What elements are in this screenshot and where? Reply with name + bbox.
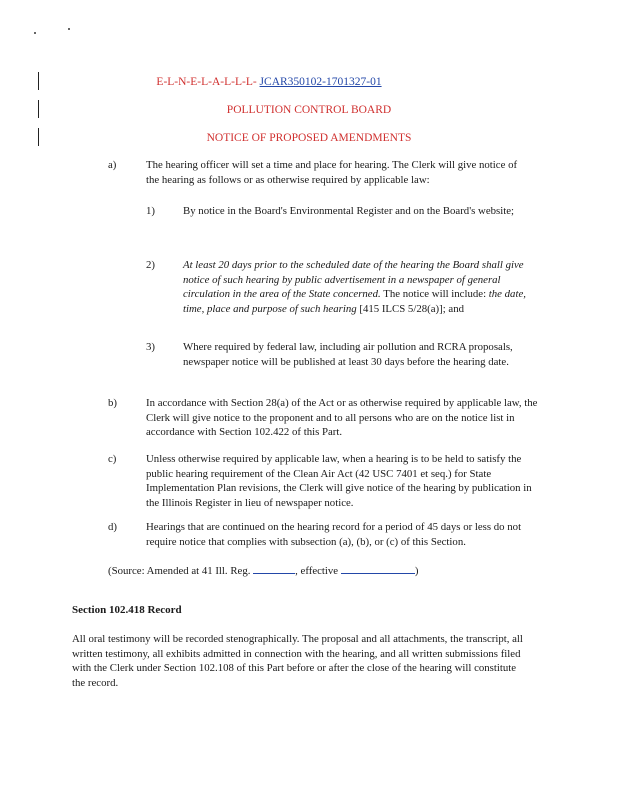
source-suffix: ) xyxy=(414,565,419,577)
item-label: d) xyxy=(108,521,117,533)
item-text: Unless otherwise required by applicable law, when a hearing is to be held to satisfy the public hearing requirement of the Clean Air Act (42 USC 7401 et seq.) for State Implementation Plan revisions, the Clerk will give notice of the hearing by publication in the Illinois Register in lieu of newspaper notice. xyxy=(146,453,532,509)
item-label: a) xyxy=(108,159,117,171)
header-prefix: E-L-N-E-L-A-L-L-L- xyxy=(156,76,257,88)
section-body: All oral testimony will be recorded stenographically. The proposal and all attachments, the transcript, all written testimony, all exhibits admitted in connection with the hearing, and all written submissions filed with the Clerk under Section 102.108 of this Part before or after the close of the hearing will constitute the record. xyxy=(72,633,523,689)
source-prefix: (Source: Amended at 41 Ill. Reg. xyxy=(108,565,251,577)
statutory-italic-text: At least 20 days prior to the scheduled date of the hearing the Board shall give notice of such hearing by public advertisement in a newspaper of general circulation in the area of the State concerned. xyxy=(183,259,524,300)
effective-date-blank xyxy=(341,573,415,574)
source-effective: , effective xyxy=(295,565,339,577)
statutory-italic-text: the date, time, place and purpose of such hearing xyxy=(183,288,526,315)
item-label: b) xyxy=(108,397,117,409)
scan-speck xyxy=(68,28,70,30)
subitem-text: Where required by federal law, including air pollution and RCRA proposals, newspaper notice will be published at least 30 days before the hearing date. xyxy=(183,341,513,368)
subitem-text: By notice in the Board's Environmental Register and on the Board's website; xyxy=(183,205,515,217)
item-text: The hearing officer will set a time and place for hearing. The Clerk will give notice of the hearing as follows or as otherwise required by applicable law: xyxy=(146,159,518,186)
citation-text: [415 ILCS 5/28(a)]; and xyxy=(359,302,464,315)
subitem-label: 1) xyxy=(146,205,155,217)
subitem-label: 2) xyxy=(146,259,155,271)
notice-title: NOTICE OF PROPOSED AMENDMENTS xyxy=(206,132,412,144)
section-heading: Section 102.418 Record xyxy=(72,604,182,616)
subitem-text: At least 20 days prior to the scheduled date of the hearing the Board shall give notice of such hearing by public advertisement in a newspaper of general circulation in the area of the State concerned. The notice will include: the date, time, place and purpose of such hearing [415 ILCS 5/28(a)]; and xyxy=(183,259,526,315)
item-label: c) xyxy=(108,453,117,465)
item-text: In accordance with Section 28(a) of the Act or as otherwise required by applicable law, the Clerk will give notice to the proponent and to all persons who are on the notice list in accordance with Section 102.422 of this Part. xyxy=(146,397,538,438)
item-text: Hearings that are continued on the hearing record for a period of 45 days or less do not require notice that complies with subsection (a), (b), or (c) of this Section. xyxy=(146,521,522,548)
subitem-mid-text: The notice will include xyxy=(383,288,484,300)
volume-blank xyxy=(253,573,295,574)
document-header-reference xyxy=(0,76,578,88)
board-name: POLLUTION CONTROL BOARD xyxy=(226,104,392,116)
scan-speck xyxy=(34,32,36,34)
subitem-label: 3) xyxy=(146,341,155,353)
jcar-reference: JCAR350102-1701327-01 xyxy=(259,76,382,88)
source-note xyxy=(108,564,528,579)
